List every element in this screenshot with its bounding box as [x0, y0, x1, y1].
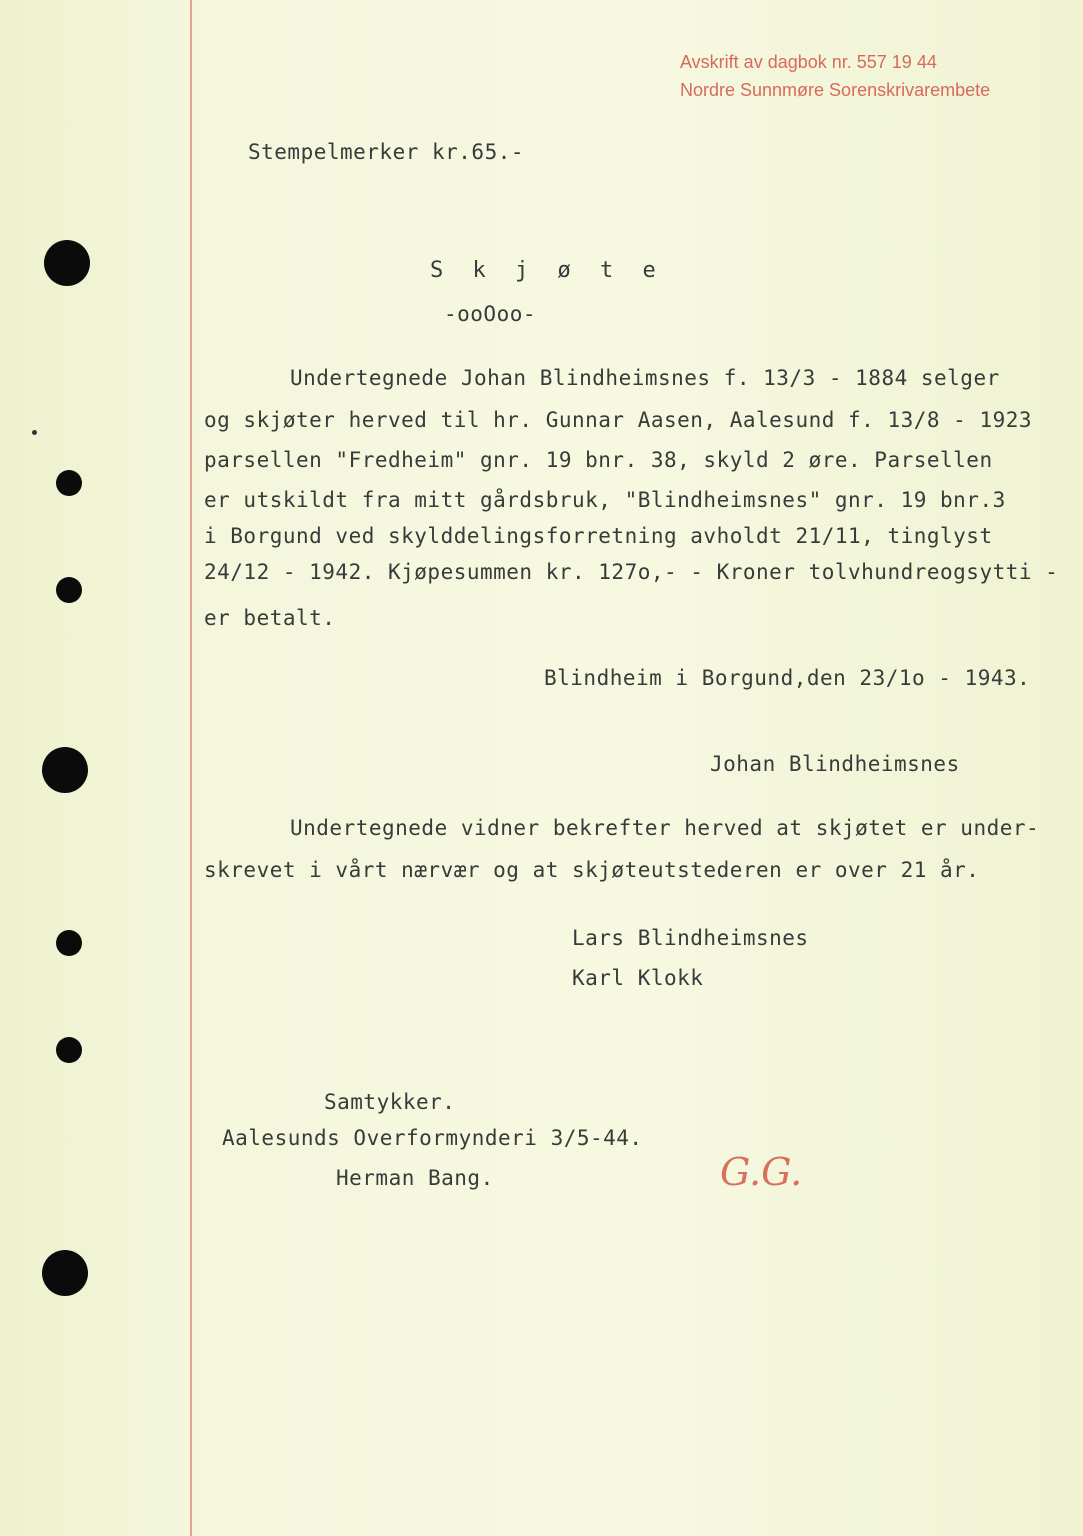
witness-line: Undertegnede vidner bekrefter herved at skjøtet er under- — [290, 816, 1040, 840]
punch-hole — [56, 1037, 82, 1063]
margin-rule — [190, 0, 192, 1536]
registry-stamp-line-1: Avskrift av dagbok nr. 557 19 44 — [680, 52, 937, 72]
red-initials-mark: G.G. — [720, 1150, 803, 1194]
witness-line: skrevet i vårt nærvær og at skjøteutstederen er over 21 år. — [204, 858, 980, 882]
registry-stamp-line-2: Nordre Sunnmøre Sorenskrivarembete — [680, 80, 991, 100]
ink-speck — [32, 430, 37, 435]
body-line: og skjøter herved til hr. Gunnar Aasen, Aalesund f. 13/8 - 1923 — [204, 408, 1033, 432]
place-and-date: Blindheim i Borgund,den 23/1o - 1943. — [544, 666, 1031, 690]
body-line: er utskildt fra mitt gårdsbruk, "Blindheimsnes" gnr. 19 bnr.3 — [204, 488, 1006, 512]
consent-line: Samtykker. — [324, 1090, 456, 1114]
punch-hole — [56, 470, 82, 496]
witness-name: Lars Blindheimsnes — [572, 926, 809, 950]
stamp-duty-note: Stempelmerker kr.65.- — [248, 140, 525, 164]
punch-hole — [56, 577, 82, 603]
punch-hole — [42, 1250, 88, 1296]
body-line: Undertegnede Johan Blindheimsnes f. 13/3 - 1884 selger — [290, 366, 1000, 390]
witness-name: Karl Klokk — [572, 966, 704, 990]
body-line: i Borgund ved skylddelingsforretning avholdt 21/11, tinglyst — [204, 524, 993, 548]
punch-hole — [56, 930, 82, 956]
seller-signature: Johan Blindheimsnes — [710, 752, 960, 776]
title-ornament: -ooOoo- — [444, 302, 537, 326]
punch-hole — [42, 747, 88, 793]
punch-hole — [44, 240, 90, 286]
body-line: 24/12 - 1942. Kjøpesummen kr. 127o,- - Kroner tolvhundreogsytti - — [204, 560, 1059, 584]
consent-line: Aalesunds Overformynderi 3/5-44. — [222, 1126, 643, 1150]
body-line: parsellen "Fredheim" gnr. 19 bnr. 38, skyld 2 øre. Parsellen — [204, 448, 993, 472]
body-line: er betalt. — [204, 606, 336, 630]
consent-line: Herman Bang. — [336, 1166, 494, 1190]
document-title: S k j ø t e — [430, 258, 664, 283]
